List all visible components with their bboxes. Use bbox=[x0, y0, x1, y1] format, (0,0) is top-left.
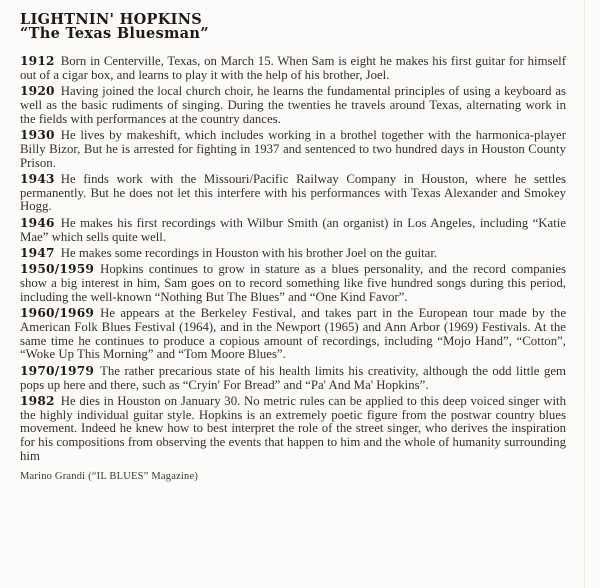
page-edge-shadow bbox=[584, 0, 585, 588]
timeline-entry bbox=[20, 85, 566, 126]
timeline-entry bbox=[20, 55, 566, 83]
author-credit: Marino Grandi (“IL BLUES” Magazine) bbox=[20, 470, 199, 482]
timeline-entry bbox=[20, 247, 566, 261]
entry-year: 1912 bbox=[20, 54, 55, 68]
entry-text: Hopkins continues to grow in stature as a blues personality, and the record companies show a big interest in him, Sam goes on to record something like five hundred songs during this period, including the well-known “Nothing But The Blues” and “One Kind Favor”. bbox=[20, 262, 566, 304]
entry-year: 1970/1979 bbox=[20, 363, 95, 378]
entry-year: 1920 bbox=[20, 84, 55, 99]
header bbox=[20, 13, 566, 41]
entry-text: He makes his first recordings with Wilbur Smith (an organist) in Los Angeles, including “Katie Mae” which sells quite well. bbox=[20, 215, 566, 244]
timeline-entry bbox=[20, 173, 566, 214]
entry-year: 1943 bbox=[20, 171, 55, 186]
entry-text: He makes some recordings in Houston with his brother Joel on the guitar. bbox=[60, 245, 438, 260]
entry-year: 1950/1959 bbox=[20, 262, 95, 277]
entry-year: 1982 bbox=[20, 393, 55, 408]
entry-text: He lives by makeshift, which includes working in a brothel together with the harmonica-player Billy Bizor, But he is arrested for fighting in 1937 and sentenced to two hundred days in Houston County Prison. bbox=[20, 127, 566, 170]
entry-text: The rather precarious state of his health limits his creativity, although the odd little gem pops up here and there, such as “Cryin' For Bread” and “Pa' And Ma' Hopkins”. bbox=[20, 363, 566, 392]
page-subtitle: “The Texas Bluesman” bbox=[20, 25, 209, 42]
entry-year: 1947 bbox=[20, 245, 55, 260]
timeline-entry bbox=[20, 263, 566, 304]
entry-text: Having joined the local church choir, he learns the fundamental principles of using a keyboard as well as the basic rudiments of singing. During the twenties he travels around Texas, alternating work in the fields with performances at the country dances. bbox=[20, 84, 566, 126]
artist-name: LIGHTNIN' HOPKINS bbox=[20, 11, 203, 28]
entry-text: He dies in Houston on January 30. No metric rules can be applied to this deep voiced singer with the highly individual guitar style. Hopkins is an extremely poetic figure from the postwar country blues movement. Indeed he knew how to best interpret the role of the street singer, who derives the inspiration for his compositions from observing the events that happen to him and the whole of humanity surrounding him bbox=[20, 393, 566, 464]
timeline-entry bbox=[20, 395, 566, 464]
entry-year: 1960/1969 bbox=[20, 306, 95, 321]
biography-timeline bbox=[20, 55, 566, 464]
entry-text: He finds work with the Missouri/Pacific Railway Company in Houston, where he settles permanently. But he does not let this interfere with his performances with Texas Alexander and Smokey Hogg. bbox=[20, 171, 566, 214]
timeline-entry bbox=[20, 129, 566, 170]
timeline-entry bbox=[20, 365, 566, 393]
timeline-entry bbox=[20, 307, 566, 362]
entry-text: He appears at the Berkeley Festival, and takes part in the European tour made by the American Folk Blues Festival (1964), and in the Newport (1965) and Ann Arbor (1969) Festivals. At the same time he continues to produce a copious amount of recordings, including “Mojo Hand”, “Cotton”, “Woke Up This Morning” and “Tom Moore Blues”. bbox=[20, 306, 566, 362]
timeline-entry bbox=[20, 217, 566, 245]
entry-text: Born in Centerville, Texas, on March 15. When Sam is eight he makes his first guitar for himself out of a cigar box, and learns to play it with the help of his brother, Joel. bbox=[20, 54, 566, 82]
entry-year: 1930 bbox=[20, 127, 55, 142]
entry-year: 1946 bbox=[20, 215, 55, 230]
